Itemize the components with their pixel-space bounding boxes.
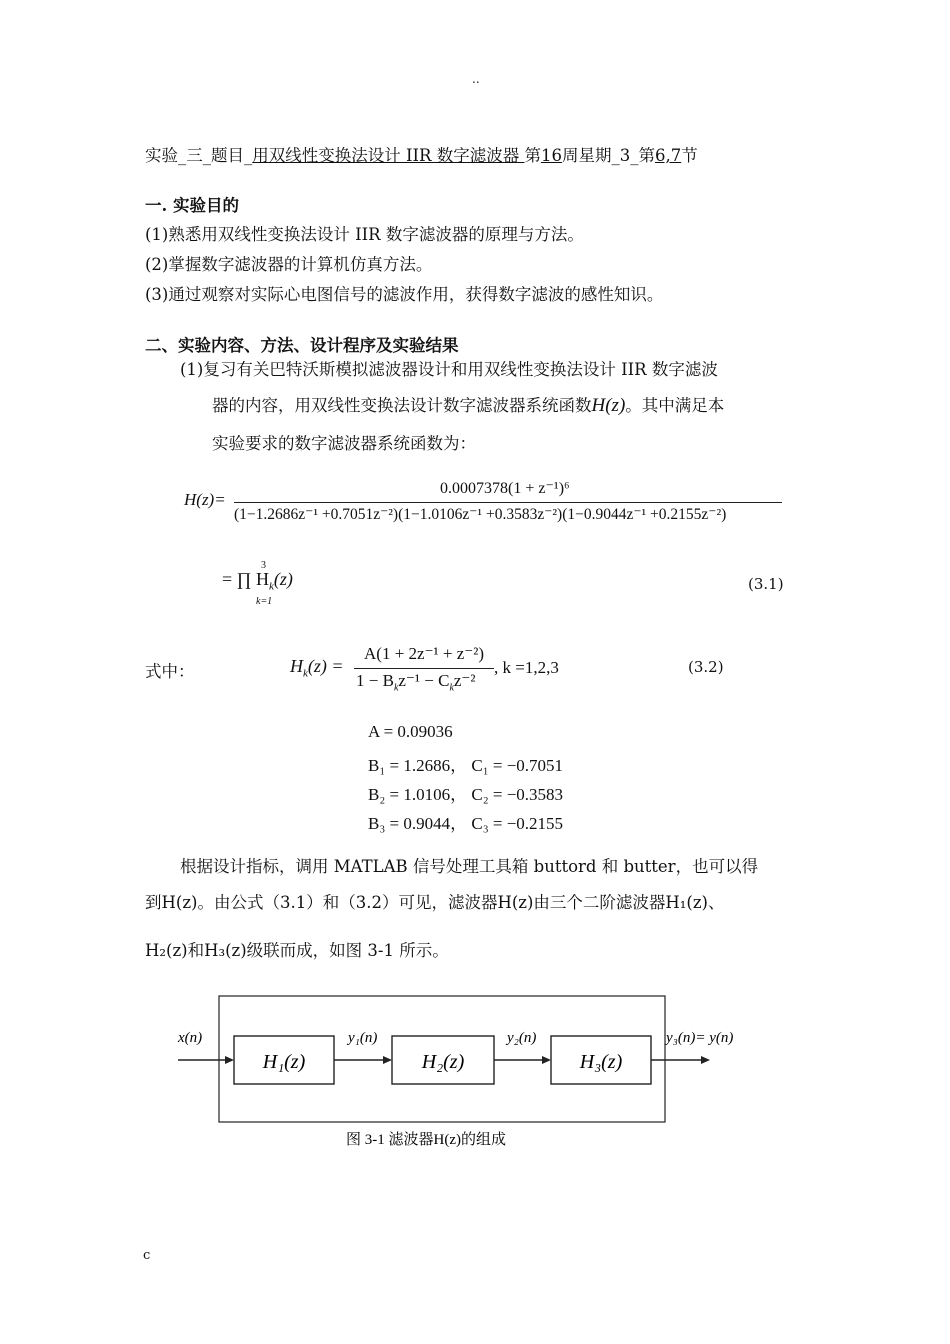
eq3-den-part2: z⁻¹ − C [398,671,450,690]
eq3-lhs-subscript: k [303,667,308,680]
input-arrowhead [225,1056,234,1064]
eq2-argument: (z) [273,569,293,589]
eq3-lhs-symbol: H [290,656,303,676]
weekday-label: 周星期_ [561,146,620,165]
experiment-number: 三 [186,146,203,165]
eq-number-3-2: (3.2) [688,658,724,676]
paragraph2-line2: 到H(z)。由公式（3.1）和（3.2）可见，滤波器H(z)由三个二阶滤波器H₁(z)、 [145,893,725,912]
eq3-lhs-argument: (z) = [307,656,344,676]
eq1-numerator: 0.0007378(1 + z⁻¹)⁶ [440,480,570,497]
eq3-den-sub1: k [393,682,399,694]
session-prefix: _第 [630,146,655,165]
eq3-den-part1: 1 − B [356,671,394,690]
section2-heading: 二、实验内容、方法、设计程序及实验结果 [145,336,459,355]
eq2-subscript: k [268,580,274,593]
block-h3-label: H₃(z) [579,1051,623,1073]
experiment-topic: 用双线性变换法设计 IIR 数字滤波器 [252,146,525,165]
paragraph1-line3: 实验要求的数字滤波器系统函数为： [212,434,476,453]
section1-heading: 一. 实验目的 [145,196,239,215]
paragraph1-line2-a: 器的内容，用双线性变换法设计数字滤波器系统函数 [212,396,592,415]
link-1-label: y₁(n) [348,1030,378,1046]
session-suffix: 节 [681,146,698,165]
eq2-expression: = ∏ H [222,569,269,589]
constants-stage-1: B₁ = 1.2686， C₁ = −0.7051 [368,756,564,775]
eq3-numerator: A(1 + 2z⁻¹ + z⁻²) [364,644,485,663]
constants-stage-3: B₃ = 0.9044， C₃ = −0.2155 [368,814,564,833]
eq1-denominator: (1−1.2686z⁻¹ +0.7051z⁻²)(1−1.0106z⁻¹ +0.3583z⁻²)(1−0.9044z⁻¹ +0.2155z⁻²) [234,506,727,523]
link-2-label: y₂(n) [507,1030,537,1046]
eq2-upper-limit: 3 [261,560,266,571]
objective-item-2: (2)掌握数字滤波器的计算机仿真方法。 [145,255,433,274]
paragraph1-line2-b: 。其中满足本 [625,396,725,415]
eq3-den-sub2: k [449,682,454,694]
title-mid: _题目_ [202,146,253,165]
block-h2-label: H₂(z) [421,1051,465,1073]
constant-a: A = 0.09036 [368,722,453,741]
eq1-lhs: H(z)= [184,490,226,509]
objective-item-3: (3)通过观察对实际心电图信号的滤波作用，获得数字滤波的感性知识。 [145,285,664,304]
constants-stage-2: B₂ = 1.0106， C₂ = −0.3583 [368,785,564,804]
input-label: x(n) [178,1030,203,1046]
week-number: 16 [540,146,562,165]
weekday-number: 3 [619,146,631,165]
eq3-suffix: , k =1,2,3 [494,658,559,677]
week-prefix: 第 [524,146,541,165]
where-label: 式中： [145,662,195,681]
link-2-arrowhead [542,1056,551,1064]
system-function-symbol: H(z) [591,395,626,416]
paragraph1-line1: (1)复习有关巴特沃斯模拟滤波器设计和用双线性变换法设计 IIR 数字滤波 [180,360,718,379]
link-1-arrowhead [383,1056,392,1064]
eq-number-3-1: (3.1) [748,575,784,593]
eq2-lower-limit: k=1 [256,596,273,607]
objective-item-1: (1)熟悉用双线性变换法设计 IIR 数字滤波器的原理与方法。 [145,225,584,244]
title-prefix: 实验_ [145,146,187,165]
footer-mark: c [143,1248,151,1263]
eq3-den-part3: z⁻² [453,671,476,690]
block-h1-label: H₁(z) [262,1051,306,1073]
paragraph2-line3: H₂(z)和H₃(z)级联而成，如图 3-1 所示。 [145,941,449,960]
output-arrowhead [701,1056,710,1064]
header-mark: .. [472,72,480,86]
paragraph2-line1: 根据设计指标，调用 MATLAB 信号处理工具箱 buttord 和 butter，也可以得 [180,857,759,876]
output-label: y₃(n)= y(n) [666,1030,734,1046]
session-number: 6,7 [654,146,682,165]
figure-caption: 图 3-1 滤波器H(z)的组成 [346,1132,506,1148]
